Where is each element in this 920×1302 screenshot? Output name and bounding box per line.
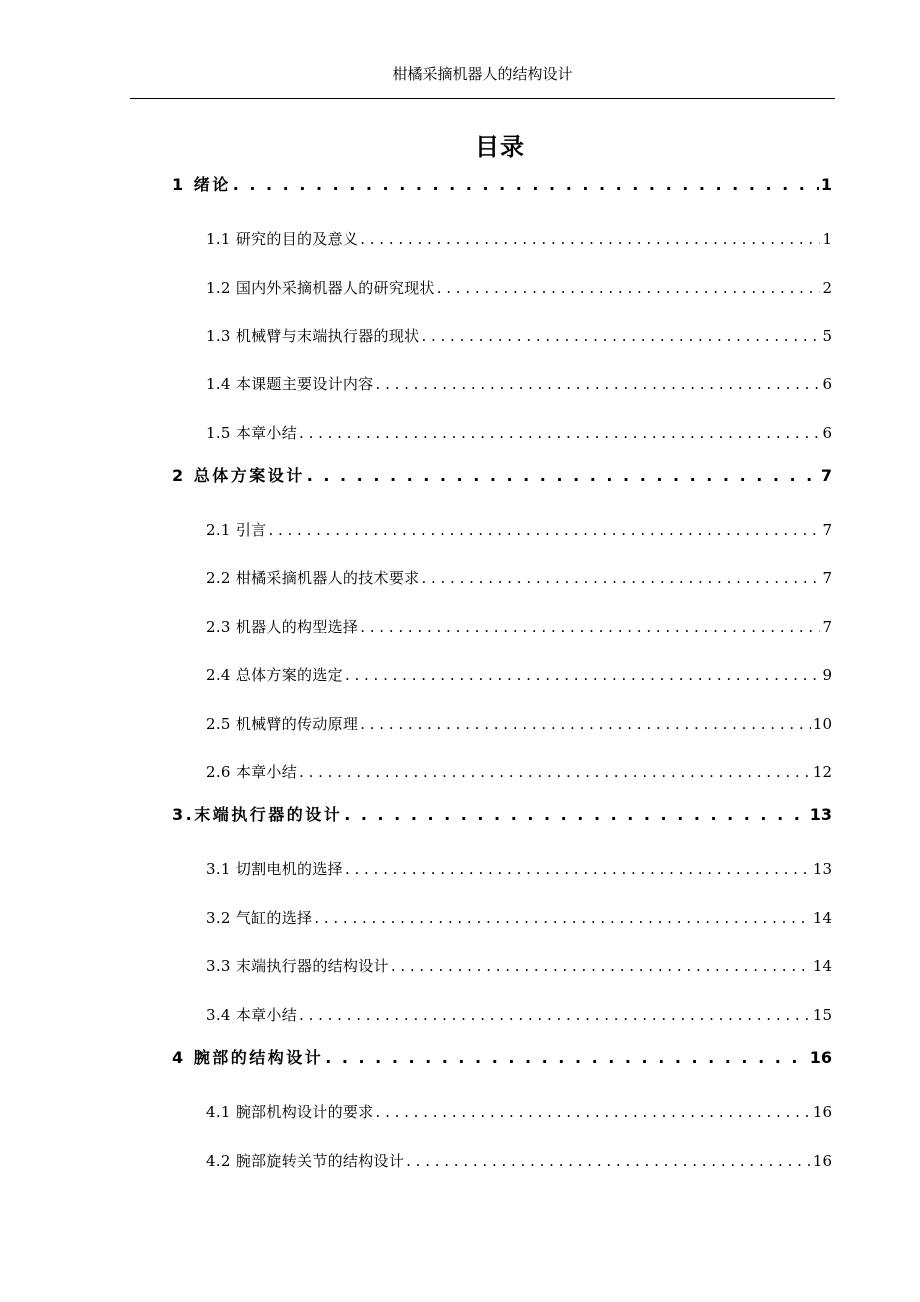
toc-entry-page-number: 15 <box>812 1006 832 1024</box>
toc-section-entry[interactable] <box>206 517 832 543</box>
toc-entry-page-number: 6 <box>822 424 832 442</box>
toc-entry-page-number: 2 <box>822 279 832 297</box>
toc-entry-label: 1 绪论 <box>172 175 231 194</box>
toc-entry-label: 1.2 国内外采摘机器人的研究现状 <box>206 279 435 297</box>
toc-section-entry[interactable] <box>206 953 832 979</box>
toc-entry-label: 2.2 柑橘采摘机器人的技术要求 <box>206 569 420 587</box>
toc-entry-page-number: 10 <box>812 715 832 733</box>
toc-entry-page-number: 16 <box>809 1048 832 1067</box>
toc-section-entry[interactable] <box>206 1099 832 1125</box>
toc-chapter-entry[interactable] <box>172 172 832 198</box>
toc-title-text: 目录 <box>475 133 525 161</box>
toc-entry-page-number: 1 <box>820 175 832 194</box>
toc-dot-leader <box>268 517 820 543</box>
toc-entry-label: 3.4 本章小结 <box>206 1006 298 1024</box>
running-header: 柑橘采摘机器人的结构设计 <box>392 65 573 83</box>
toc-entry-page-number: 7 <box>822 521 832 539</box>
toc-dot-leader <box>325 1045 808 1071</box>
toc-dot-leader <box>299 1002 811 1028</box>
toc-dot-leader <box>233 172 819 198</box>
toc-entry-label: 2 总体方案设计 <box>172 466 305 485</box>
toc-entry-page-number: 13 <box>809 805 832 824</box>
toc-entry-page-number: 12 <box>812 763 832 781</box>
toc-section-entry[interactable] <box>206 226 832 252</box>
toc-entry-label: 3.2 气缸的选择 <box>206 909 313 927</box>
toc-entry-label: 2.1 引言 <box>206 521 267 539</box>
toc-dot-leader <box>360 711 811 737</box>
toc-dot-leader <box>345 662 821 688</box>
toc-section-entry[interactable] <box>206 565 832 591</box>
toc-entry-label: 1.4 本课题主要设计内容 <box>206 375 374 393</box>
toc-dot-leader <box>376 1099 811 1125</box>
toc-section-entry[interactable] <box>206 1002 832 1028</box>
toc-section-entry[interactable] <box>206 759 832 785</box>
toc-entry-page-number: 16 <box>812 1152 832 1170</box>
toc-section-entry[interactable] <box>206 420 832 446</box>
toc-entry-page-number: 13 <box>812 860 832 878</box>
toc-section-entry[interactable] <box>206 275 832 301</box>
toc-entry-page-number: 7 <box>822 618 832 636</box>
toc-entry-page-number: 5 <box>822 327 832 345</box>
toc-chapter-entry[interactable] <box>172 802 832 828</box>
toc-section-entry[interactable] <box>206 614 832 640</box>
toc-chapter-entry[interactable] <box>172 1045 832 1071</box>
toc-section-entry[interactable] <box>206 662 832 688</box>
toc-dot-leader <box>299 420 820 446</box>
toc-entry-page-number: 14 <box>812 909 832 927</box>
toc-dot-leader <box>360 226 820 252</box>
toc-section-entry[interactable] <box>206 856 832 882</box>
toc-dot-leader <box>314 905 811 931</box>
toc-chapter-entry[interactable] <box>172 463 832 489</box>
toc-entry-label: 3.1 切割电机的选择 <box>206 860 343 878</box>
toc-entry-page-number: 9 <box>822 666 832 684</box>
toc-dot-leader <box>360 614 820 640</box>
toc-section-entry[interactable] <box>206 905 832 931</box>
toc-dot-leader <box>344 802 808 828</box>
toc-dot-leader <box>421 323 820 349</box>
toc-entry-label: 2.5 机械臂的传动原理 <box>206 715 359 733</box>
toc-entry-label: 4.1 腕部机构设计的要求 <box>206 1103 374 1121</box>
toc-section-entry[interactable] <box>206 1148 832 1174</box>
toc-dot-leader <box>391 953 811 979</box>
toc-dot-leader <box>307 463 819 489</box>
toc-entry-page-number: 16 <box>812 1103 832 1121</box>
toc-section-entry[interactable] <box>206 323 832 349</box>
toc-entry-page-number: 1 <box>822 230 832 248</box>
toc-entry-label: 3.3 末端执行器的结构设计 <box>206 957 389 975</box>
toc-dot-leader <box>345 856 811 882</box>
toc-entry-page-number: 7 <box>820 466 832 485</box>
toc-entry-label: 4 腕部的结构设计 <box>172 1048 324 1067</box>
toc-entry-label: 2.3 机器人的构型选择 <box>206 618 359 636</box>
toc-dot-leader <box>437 275 821 301</box>
toc-dot-leader <box>421 565 820 591</box>
toc-entry-label: 3.末端执行器的设计 <box>172 805 343 824</box>
toc-dot-leader <box>406 1148 811 1174</box>
toc-section-entry[interactable] <box>206 711 832 737</box>
toc-entry-page-number: 7 <box>822 569 832 587</box>
toc-entry-label: 2.6 本章小结 <box>206 763 298 781</box>
toc-entry-label: 1.5 本章小结 <box>206 424 298 442</box>
toc-entry-page-number: 6 <box>822 375 832 393</box>
toc-entry-page-number: 14 <box>812 957 832 975</box>
toc-entry-label: 4.2 腕部旋转关节的结构设计 <box>206 1152 405 1170</box>
toc-entry-label: 1.3 机械臂与末端执行器的现状 <box>206 327 420 345</box>
toc-dot-leader <box>299 759 811 785</box>
toc-entry-label: 1.1 研究的目的及意义 <box>206 230 359 248</box>
toc-section-entry[interactable] <box>206 371 832 397</box>
toc-entry-label: 2.4 总体方案的选定 <box>206 666 343 684</box>
toc-dot-leader <box>376 371 821 397</box>
